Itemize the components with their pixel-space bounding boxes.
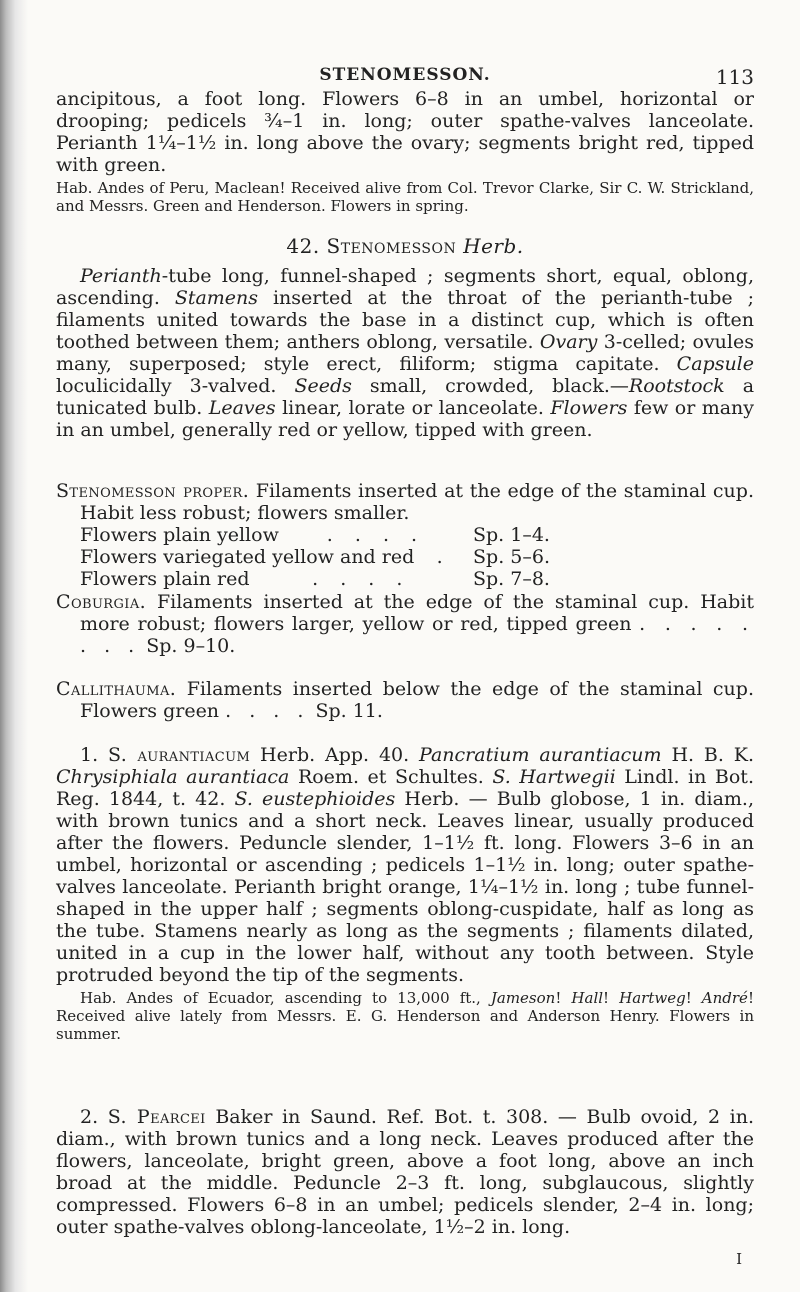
- key-text-callithauma: Filaments inserted below the edge of the staminal cup. Flowers green: [80, 678, 754, 722]
- species-synonym: Chrysiphiala aurantiaca: [56, 766, 290, 788]
- species-text: Roem. et Schultes.: [297, 766, 484, 788]
- key-row: [56, 524, 550, 546]
- species-text: Herb. App. 40.: [260, 744, 410, 766]
- key-row-label: Flowers variegated yellow and red: [80, 546, 415, 568]
- key-row-label: Flowers plain yellow: [80, 524, 279, 546]
- species-name: S. Pearcei: [107, 1106, 206, 1128]
- text-perianth: -tube long, funnel-shaped ; segments short, equal, oblong, ascending.: [56, 265, 754, 309]
- hab-text: !: [685, 989, 692, 1007]
- key-row-dots: . . . .: [326, 524, 426, 546]
- key-row: [56, 546, 550, 568]
- key-stenomesson-proper: [56, 480, 754, 590]
- key-row-label: Flowers plain red: [80, 568, 250, 590]
- hab-collector: Hall: [571, 989, 604, 1007]
- genus-author: Herb.: [463, 234, 524, 258]
- key-ref-callithauma: Sp. 11.: [315, 700, 383, 722]
- species-synonym: S. eustephioides: [234, 788, 396, 810]
- key-row: [56, 568, 550, 590]
- text-rootstock: a tunicated bulb.: [56, 375, 755, 419]
- key-row-ref: Sp. 5–6.: [473, 546, 550, 568]
- species-number: 2.: [80, 1106, 99, 1128]
- key-head-stenomesson: Stenomesson proper.: [56, 480, 250, 502]
- species-text: Baker in Saund. Ref. Bot. t. 308. — Bulb ovoid, 2 in. diam., with brown tunics and a long neck. Leaves produced after the flowers, lanceolate, bright green, above a foot long, above an inch broad at the middle. Peduncle 2–3 ft. long, subglaucous, slightly compressed. Flowers 6–8 in an umbel; pedicels slender, 2–4 in. long; outer spathe-valves oblong-lanceolate, 1½–2 in. long.: [56, 1106, 754, 1238]
- running-head-title: STENOMESSON.: [319, 65, 491, 85]
- species-hab: [56, 989, 754, 1043]
- key-head-callithauma: Callithauma.: [56, 678, 177, 700]
- species-number: 1.: [80, 744, 99, 766]
- term-seeds: Seeds: [294, 375, 352, 397]
- hab-collector: Hartweg: [619, 989, 686, 1007]
- text-ovary: 3-celled; ovules many, superposed; style erect, filiform; stigma capitate.: [56, 331, 754, 375]
- species-text: Herb. — Bulb globose, 1 in. diam., with brown tunics and a short neck. Leaves linear, usually produced after the flowers. Peduncle slender, 1–1½ ft. long. Flowers 3–6 in an umbel, horizontal or ascending ; pedicels 1–1½ in. long; outer spathe-valves lanceolate. Perianth bright orange, 1¼–1½ in. long ; tube funnel-shaped in the upper half ; segments oblong-cuspidate, half as long as the tube. Stamens nearly as long as the segments ; filaments dilated, united in a cup in the lower half, without any tooth between. Style protruded beyond the tip of the segments.: [56, 788, 754, 986]
- genus-number: 42.: [286, 234, 320, 258]
- term-leaves: Leaves: [208, 397, 276, 419]
- species-entry: [56, 744, 754, 1043]
- text-leaves: linear, lorate or lanceolate.: [282, 397, 544, 419]
- hab-text: !: [603, 989, 610, 1007]
- species-entry: [56, 1106, 754, 1238]
- term-capsule: Capsule: [676, 353, 755, 375]
- key-dots-coburgia: . . . . . . . .: [80, 613, 754, 657]
- key-text-stenomesson: Filaments inserted at the edge of the staminal cup. Habit less robust; flowers smaller.: [80, 480, 754, 524]
- continuation-text: ancipitous, a foot long. Flowers 6–8 in an umbel, horizontal or drooping; pedicels ¾–1 in. long; outer spathe-valves lanceolate. Perianth 1¼–1½ in. long above the ovary; segments bright red, tipped with green.: [56, 88, 754, 176]
- term-rootstock: Rootstock: [628, 375, 725, 397]
- key-head-coburgia: Coburgia.: [56, 591, 147, 613]
- species-synonym: S. Hartwegii: [492, 766, 616, 788]
- key-coburgia: [56, 591, 754, 657]
- text-stamens: inserted at the throat of the perianth-tube ; filaments united towards the base in a distinct cup, which is often toothed between them; anthers oblong, versatile.: [56, 287, 754, 353]
- genus-name: Stenomesson: [326, 234, 457, 258]
- term-ovary: Ovary: [539, 331, 598, 353]
- key-callithauma: [56, 678, 754, 722]
- text-seeds: small, crowded, black.—: [369, 375, 629, 397]
- genus-description: [56, 265, 754, 441]
- species-text: Lindl. in Bot. Reg. 1844, t. 42.: [56, 766, 754, 810]
- term-flowers: Flowers: [550, 397, 628, 419]
- species-synonym: Pancratium aurantiacum: [419, 744, 662, 766]
- running-head: [56, 65, 754, 89]
- hab-text: ! Received alive lately from Messrs. E. G. Henderson and Anderson Henry. Flowers in summer.: [56, 989, 754, 1043]
- key-dots-callithauma: . . . .: [225, 700, 310, 722]
- text-capsule: loculicidally 3-valved.: [56, 375, 277, 397]
- page-number: 113: [715, 65, 754, 89]
- term-stamens: Stamens: [174, 287, 259, 309]
- signature-mark: I: [736, 1250, 742, 1268]
- key-row-dots: . . . .: [312, 568, 411, 590]
- continuation-hab: Hab. Andes of Peru, Maclean! Received alive from Col. Trevor Clarke, Sir C. W. Strickland, and Messrs. Green and Henderson. Flowers in spring.: [56, 179, 754, 215]
- species-name: S. aurantiacum: [108, 744, 251, 766]
- book-spine-shadow: [0, 0, 28, 1292]
- term-perianth: Perianth: [80, 265, 162, 287]
- key-row-dots: .: [436, 546, 451, 568]
- hab-collector: Jameson: [490, 989, 556, 1007]
- species-text: H. B. K.: [671, 744, 755, 766]
- continuation-block: [56, 88, 754, 215]
- key-row-ref: Sp. 1–4.: [473, 524, 550, 546]
- key-row-ref: Sp. 7–8.: [473, 568, 550, 590]
- text-flowers: few or many in an umbel, generally red or yellow, tipped with green.: [56, 397, 755, 441]
- hab-text: Hab. Andes of Ecuador, ascending to 13,000 ft.,: [80, 989, 481, 1007]
- hab-collector: André: [701, 989, 748, 1007]
- key-ref-coburgia: Sp. 9–10.: [146, 635, 236, 657]
- genus-heading: [56, 234, 754, 258]
- key-text-coburgia: Filaments inserted at the edge of the staminal cup. Habit more robust; flowers larger, yellow or red, tipped green: [80, 591, 754, 635]
- hab-text: !: [555, 989, 562, 1007]
